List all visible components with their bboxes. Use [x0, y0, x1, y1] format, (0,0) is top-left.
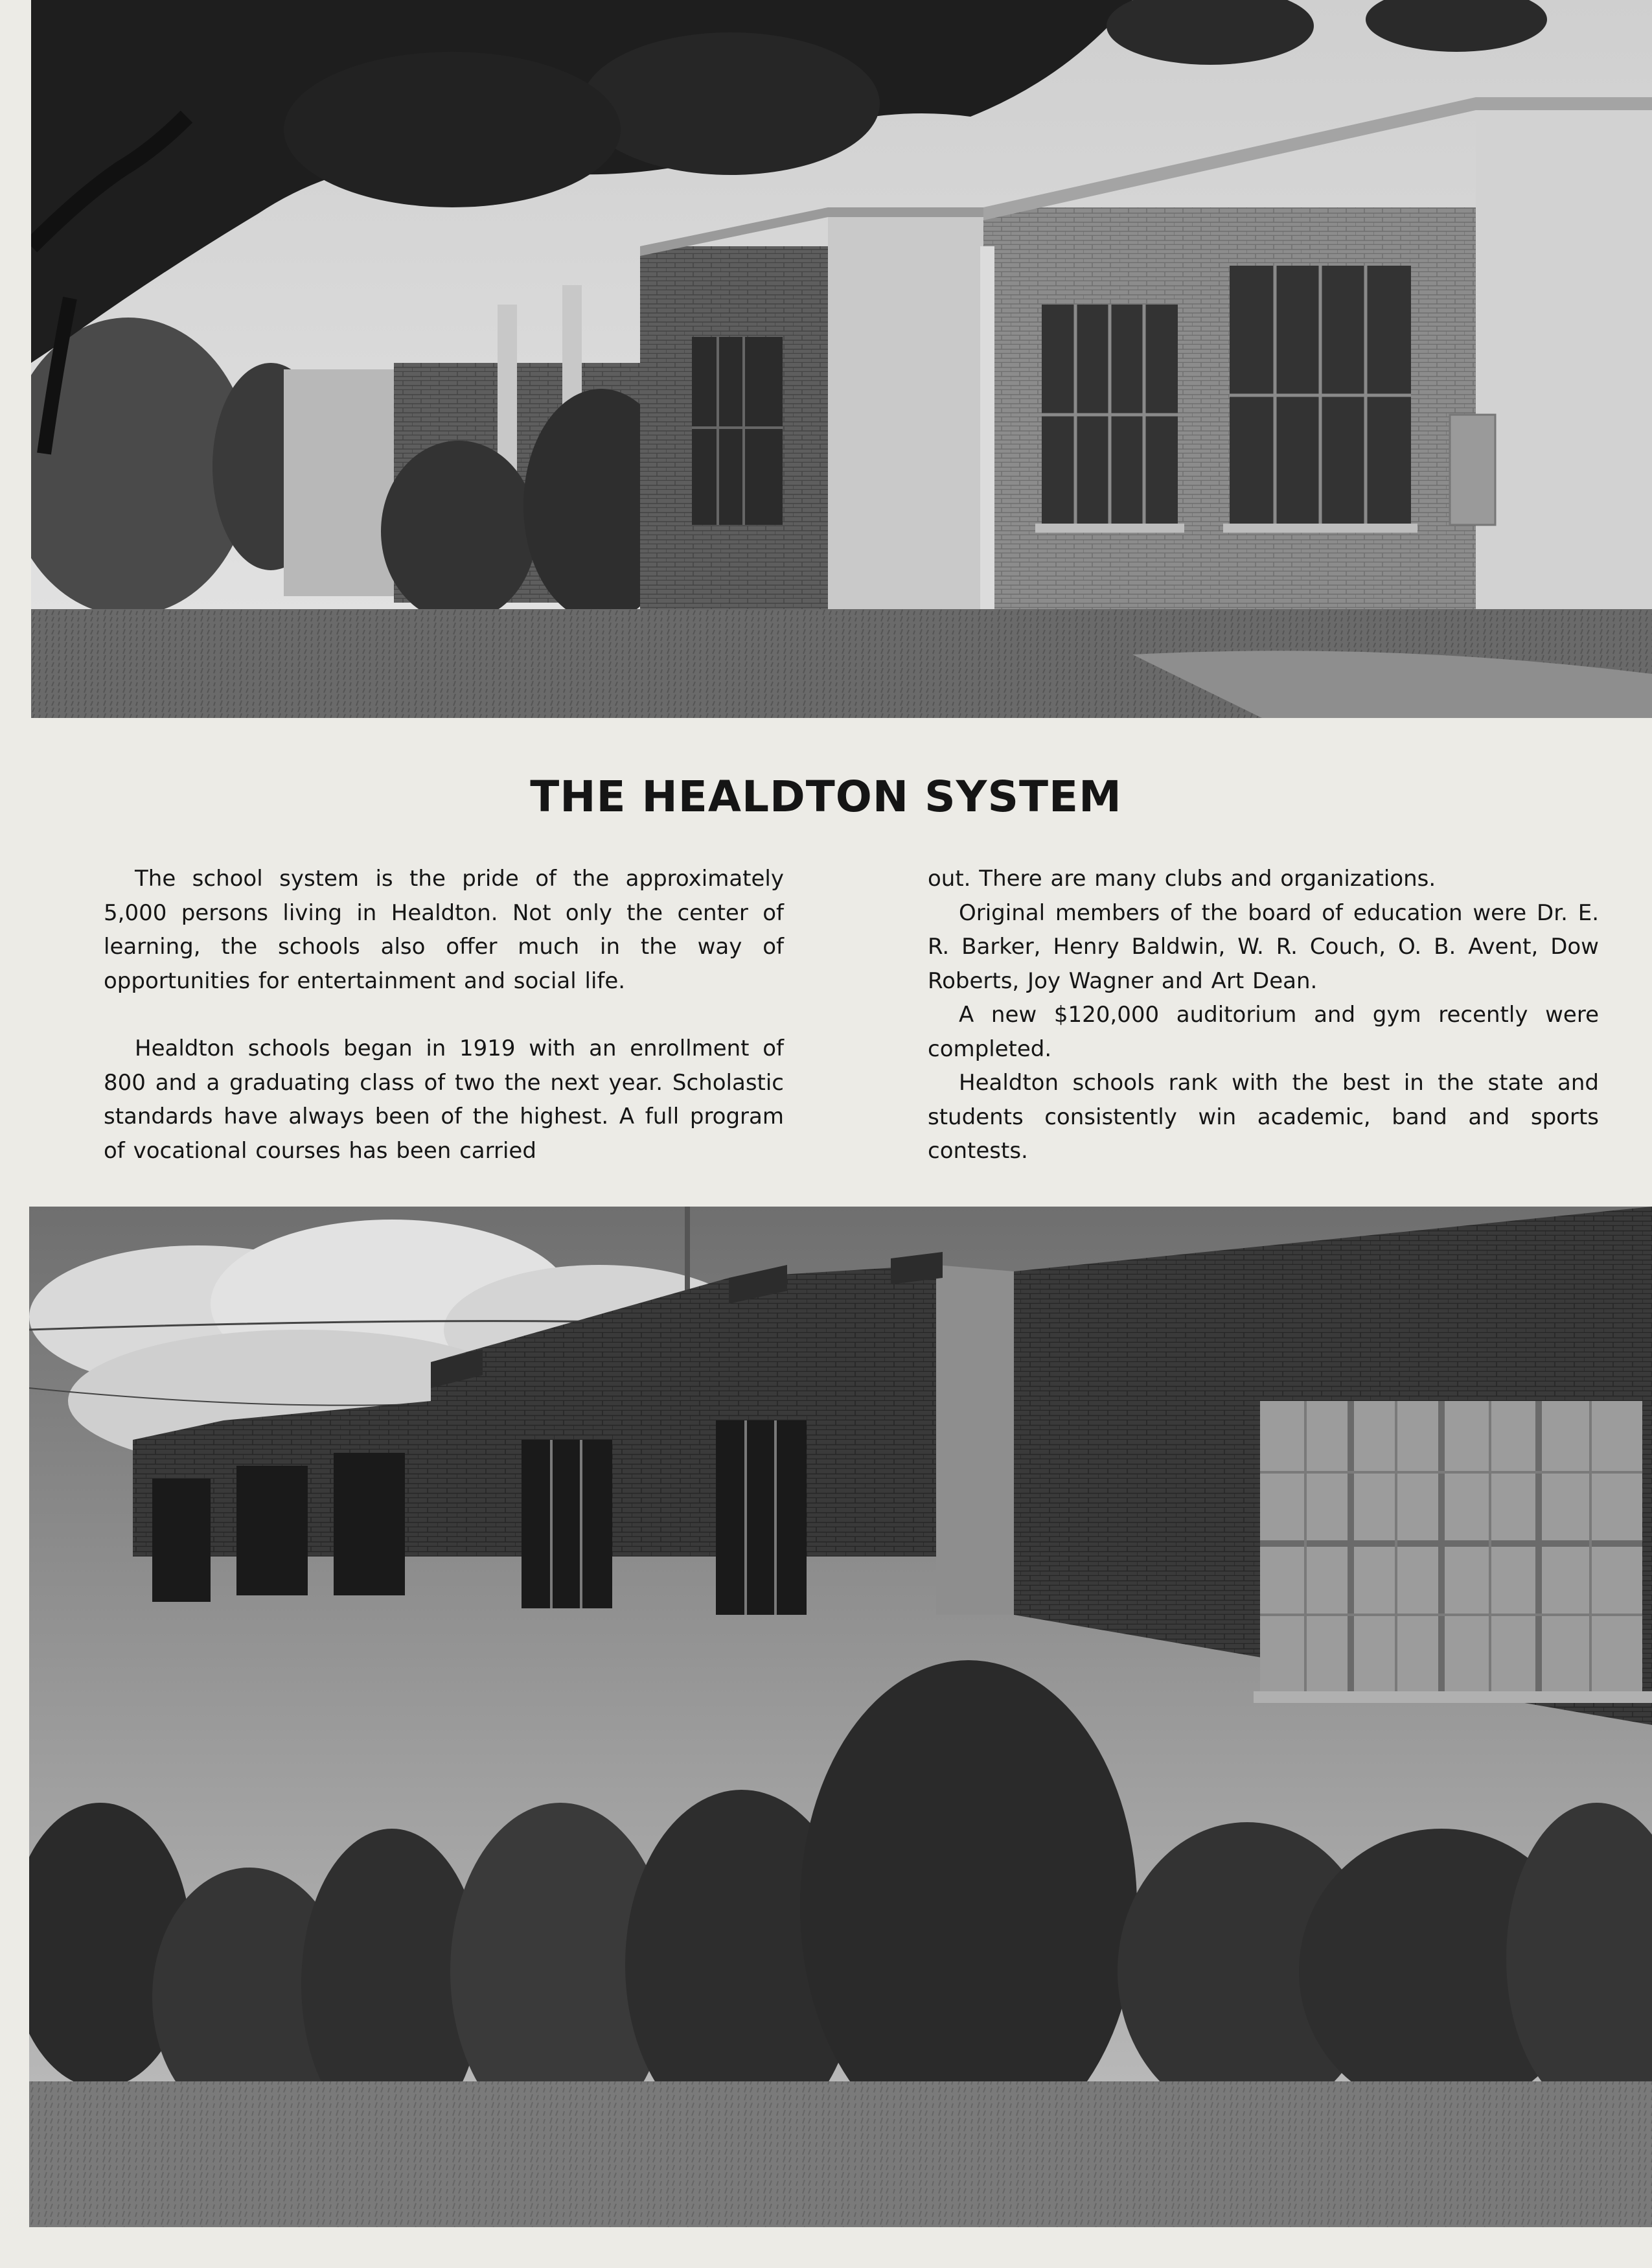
- article-paragraph: The school system is the pride of the approximately 5,000 persons living in Healdton. Not only the center of learning, the schools also offer much in the way of opportunities for entertainment and social life.: [104, 866, 784, 994]
- bottom-school-photo: [29, 1207, 1652, 2227]
- top-school-photo: [31, 0, 1652, 718]
- article-right-column: [928, 862, 1599, 1168]
- article-paragraph: Original members of the board of education were Dr. E. R. Barker, Henry Baldwin, W. R. Couch, O. B. Avent, Dow Roberts, Joy Wagner and Art Dean.: [928, 899, 1599, 994]
- article-paragraph: out. There are many clubs and organizations.: [928, 866, 1436, 892]
- article-paragraph: Healdton schools rank with the best in the state and students consistently win academic, band and sports contests.: [928, 1070, 1599, 1164]
- bottom-school-photo-drawing: [29, 1207, 1652, 2227]
- article-paragraph: Healdton schools began in 1919 with an enrollment of 800 and a graduating class of two the next year. Scholastic standards have always been of the highest. A full program of vocational courses has been carried: [104, 1036, 784, 1164]
- headline: THE HEALDTON SYSTEM: [530, 772, 1122, 822]
- article-paragraph: A new $120,000 auditorium and gym recently were completed.: [928, 1002, 1599, 1062]
- article-left-column: [104, 862, 784, 1168]
- top-school-photo-drawing: [31, 0, 1652, 718]
